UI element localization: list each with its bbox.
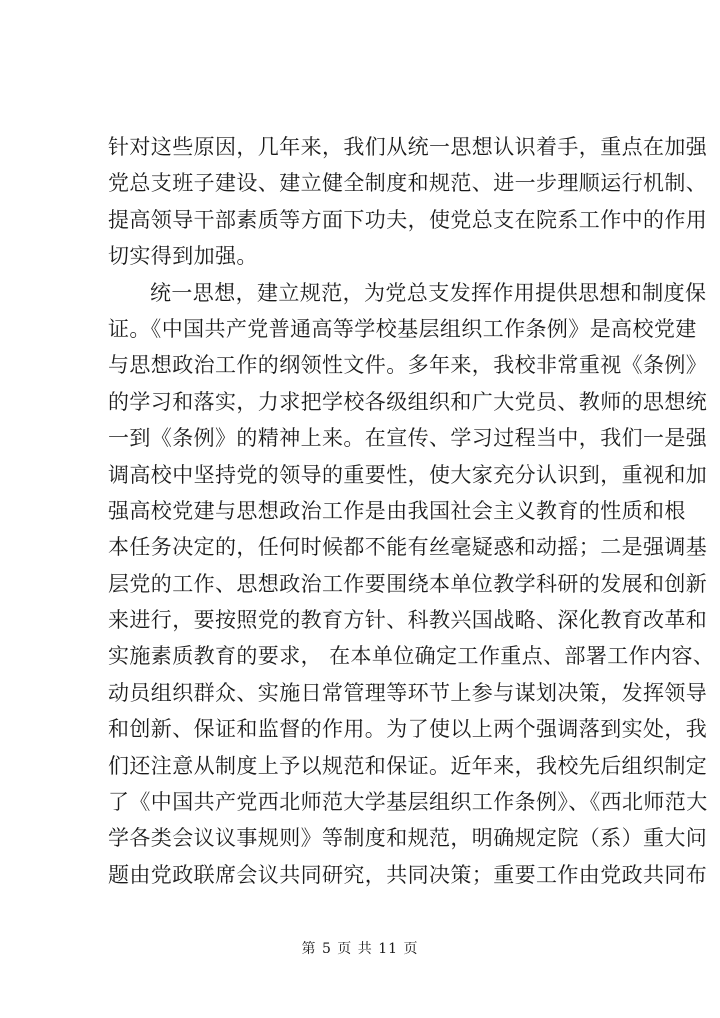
text-line: 层党的工作、思想政治工作要围绕本单位教学科研的发展和创新: [108, 571, 708, 596]
text-line: 针对这些原因，几年来，我们从统一思想认识着手，重点在加强: [108, 135, 708, 159]
text-line: 学各类会议议事规则》等制度和规范，明确规定院（系）重大问: [108, 826, 708, 851]
text-line: 来进行，要按照党的教育方针、科教兴国战略、深化教育改革和: [108, 608, 708, 633]
text-line: 调高校中坚持党的领导的重要性，使大家充分认识到，重视和加: [108, 462, 708, 487]
text-line: 实施素质教育的要求， 在本单位确定工作重点、部署工作内容、: [108, 644, 715, 669]
text-line: 党总支班子建设、建立健全制度和规范、进一步理顺运行机制、: [108, 171, 708, 196]
text-line: 了《中国共产党西北师范大学基层组织工作条例》、《西北师范大: [108, 790, 708, 815]
text-line: 证。《中国共产党普通高等学校基层组织工作条例》是高校党建: [108, 316, 697, 341]
text-line: 强高校党建与思想政治工作是由我国社会主义教育的性质和根: [108, 498, 686, 523]
paragraph-1: [108, 129, 708, 275]
page-number-footer: 第 5 页 共 11 页: [301, 941, 419, 957]
text-line: 本任务决定的，任何时候都不能有丝毫疑惑和动摇；二是强调基: [108, 535, 708, 560]
text-line: 和创新、保证和监督的作用。为了使以上两个强调落到实处，我: [108, 717, 708, 742]
text-line: 的学习和落实，力求把学校各级组织和广大党员、教师的思想统: [108, 389, 708, 414]
text-line: 统一思想，建立规范，为党总支发挥作用提供思想和制度保: [150, 280, 707, 305]
text-line: 们还注意从制度上予以规范和保证。近年来，我校先后组织制定: [108, 753, 708, 778]
body-text: [108, 129, 715, 893]
text-line: 题由党政联席会议共同研究，共同决策；重要工作由党政共同布: [108, 862, 708, 887]
text-line: 与思想政治工作的纲领性文件。多年来，我校非常重视《条例》: [108, 353, 708, 378]
text-line: 提高领导干部素质等方面下功夫，使党总支在院系工作中的作用: [108, 207, 708, 232]
text-line: 切实得到加强。: [108, 244, 258, 269]
text-line: 动员组织群众、实施日常管理等环节上参与谋划决策，发挥领导: [108, 680, 708, 705]
paragraph-2: [108, 275, 715, 894]
text-line: 一到《条例》的精神上来。在宣传、学习过程当中，我们一是强: [108, 426, 708, 451]
